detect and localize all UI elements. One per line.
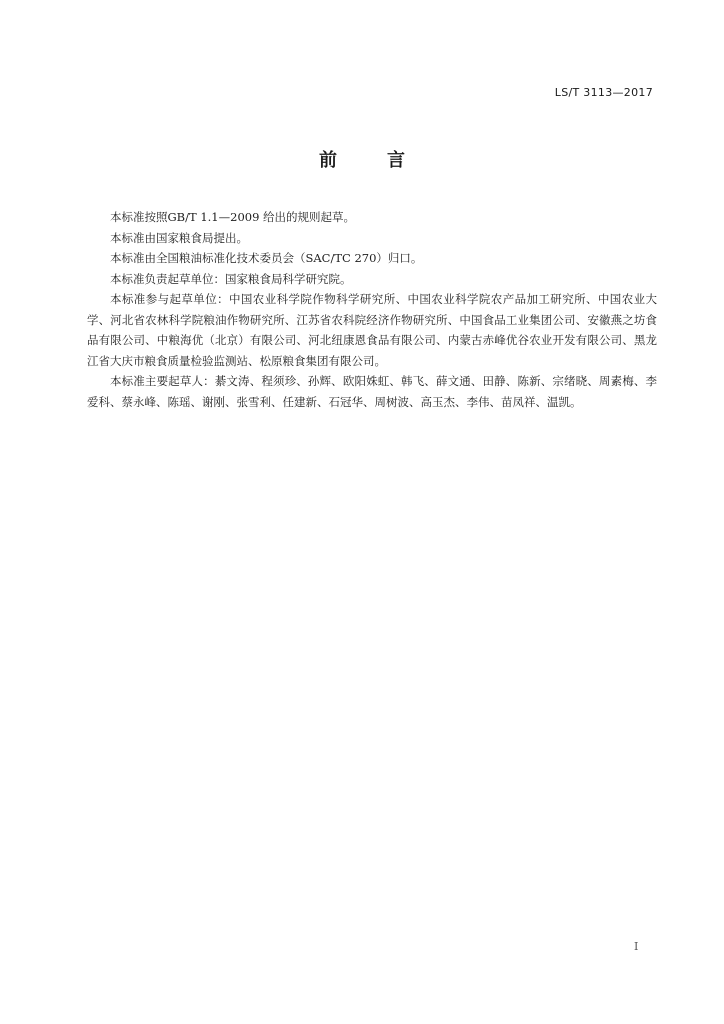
paragraph-proposer: 本标准由国家粮食局提出。 xyxy=(110,230,248,245)
foreword-body xyxy=(87,207,657,412)
paragraph-technical-committee: 本标准由全国粮油标准化技术委员会（SAC/TC 270）归口。 xyxy=(110,251,423,265)
paragraph-drafting-rules: 本标准按照GB/T 1.1—2009 给出的规则起草。 xyxy=(110,210,356,224)
page-title: 前 言 xyxy=(319,150,421,171)
standard-code: LS/T 3113—2017 xyxy=(554,86,653,99)
paragraph-main-drafters: 本标准主要起草人：綦文涛、程须珍、孙辉、欧阳姝虹、韩飞、薛文通、田静、陈新、宗绪晓、周素梅、李爱科、蔡永峰、陈瑶、谢刚、张雪利、任建新、石冠华、周树波、高玉杰、李伟、苗凤祥、温凯。 xyxy=(87,374,657,409)
page-number: I xyxy=(634,940,639,953)
paragraph-lead-drafting-unit: 本标准负责起草单位：国家粮食局科学研究院。 xyxy=(110,271,352,286)
paragraph-participating-units: 本标准参与起草单位：中国农业科学院作物科学研究所、中国农业科学院农产品加工研究所、中国农业大学、河北省农林科学院粮油作物研究所、江苏省农科院经济作物研究所、中国食品工业集团公司、安徽燕之坊食品有限公司、中粮海优（北京）有限公司、河北纽康恩食品有限公司、内蒙古赤峰优谷农业开发有限公司、黑龙江省大庆市粮食质量检验监测站、松原粮食集团有限公司。 xyxy=(87,292,657,368)
